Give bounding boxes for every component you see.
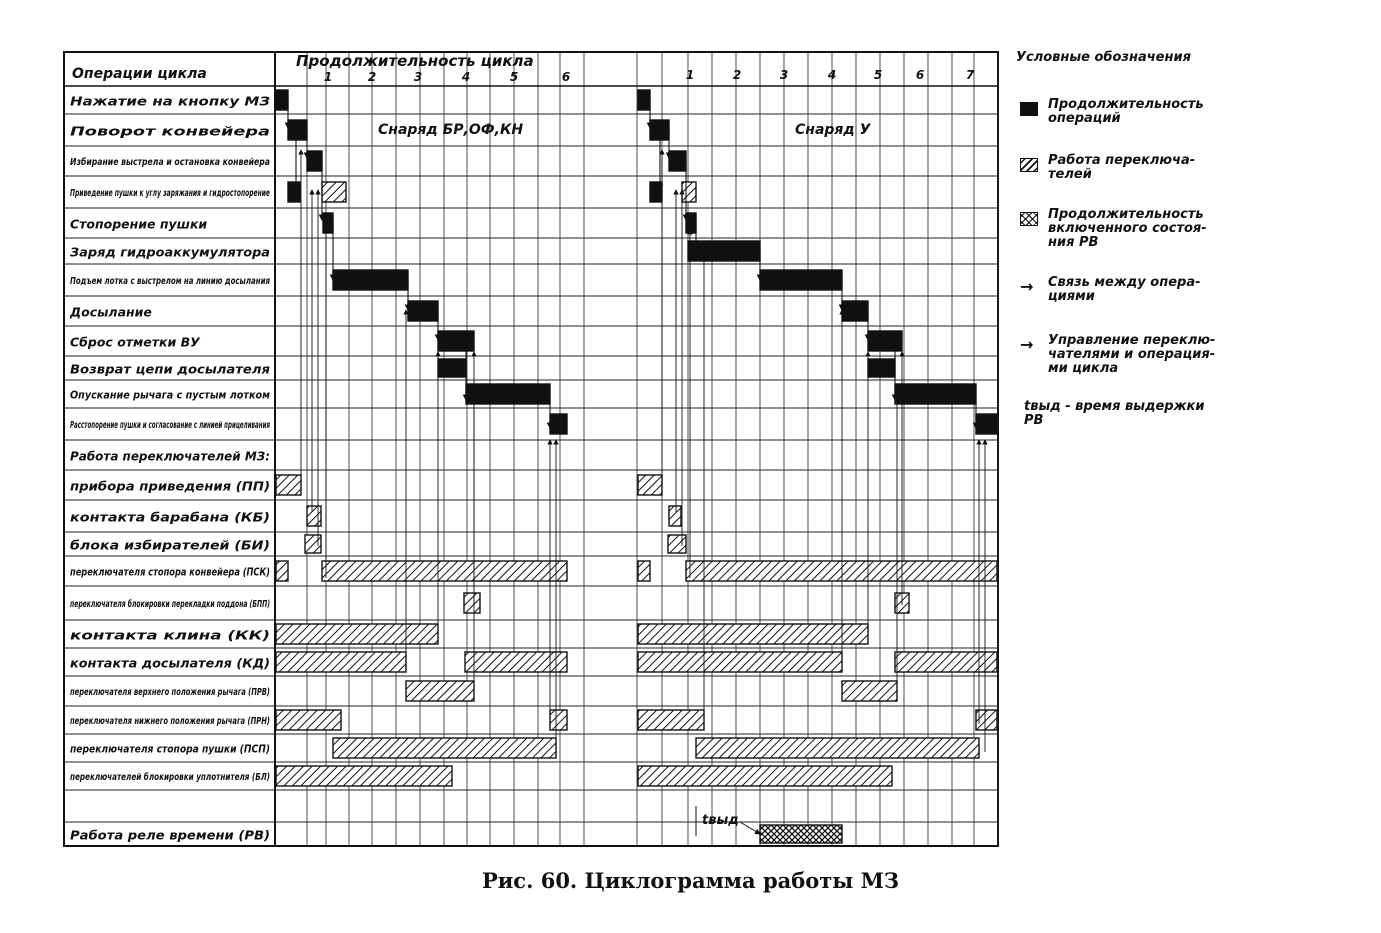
switch-bar (550, 710, 567, 730)
scale-tick-right: 3 (779, 68, 789, 82)
legend-text-operations: Продолжительность операций (1048, 97, 1204, 126)
row-label: Избирание выстрела и остановка конвейера (70, 157, 330, 168)
operation-bar (288, 182, 300, 202)
t-delay-label: tвыд (702, 813, 739, 828)
row-label: прибора приведения (ПП) (70, 478, 270, 494)
row-label: Стопорение пушки (70, 216, 208, 232)
figure-caption: Рис. 60. Циклограмма работы МЗ (481, 868, 900, 893)
row-label: переключателя нижнего положения рычага (ПРН) (70, 716, 270, 727)
operation-bar (333, 270, 408, 290)
scale-tick-left: 2 (367, 70, 377, 84)
row-labels (69, 93, 399, 843)
operation-bar (438, 331, 474, 351)
scale-tick-left: 6 (561, 70, 571, 84)
operation-bar (760, 270, 842, 290)
row-label: Сброс отметки ВУ (70, 334, 200, 350)
operation-bar (276, 90, 288, 110)
switch-bar (842, 681, 897, 701)
duration-title: Продолжительность цикла (296, 52, 534, 70)
switch-bar (638, 561, 650, 581)
row-label: Возврат цепи досылателя (70, 361, 270, 377)
scale-tick-right: 5 (873, 68, 883, 82)
link-arrows (288, 100, 985, 836)
row-label: Заряд гидроаккумулятора (70, 244, 270, 260)
switch-bar (638, 475, 662, 495)
switch-bar (406, 681, 474, 701)
switch-bar (638, 710, 704, 730)
t-delay-arrow (740, 822, 760, 834)
operation-bar (550, 414, 567, 434)
operation-bar (669, 151, 686, 171)
switch-bar (464, 593, 480, 613)
arrow-icon: → (1020, 277, 1034, 296)
scale-tick-right: 1 (685, 68, 695, 82)
row-label: контакта клина (КК) (70, 627, 270, 643)
switch-bar (638, 624, 868, 644)
scale-tick-left: 1 (323, 70, 333, 84)
scale-tick-right: 6 (915, 68, 925, 82)
scale-tick-left: 5 (509, 70, 519, 84)
operation-bar (976, 414, 997, 434)
legend-text-control: Управление переклю- чателями и операция- ми цикла (1048, 333, 1216, 376)
row-label: Опускание рычага с пустым лотком (70, 388, 271, 402)
legend-text-relay: Продолжительность включенного состоя- ния РВ (1048, 207, 1207, 250)
shell-right-label: Снаряд У (795, 122, 871, 138)
operations-title: Операции цикла (72, 66, 207, 82)
operation-bar (638, 90, 650, 110)
row-label: Работа переключателей МЗ: (70, 448, 270, 464)
switch-bar (686, 561, 997, 581)
switch-bar (333, 738, 556, 758)
operation-bar (686, 213, 696, 233)
operation-bar (307, 151, 322, 171)
arrow-icon: → (1020, 335, 1034, 354)
row-label: контакта барабана (КБ) (70, 509, 270, 525)
row-label: Подъем лотка с выстрелом на линию досылания (70, 276, 271, 287)
switch-bar (322, 182, 346, 202)
row-label: Нажатие на кнопку МЗ (70, 93, 271, 109)
legend-title: Условные обозначения (1016, 50, 1191, 65)
operation-bar (466, 384, 550, 404)
scale-tick-left: 3 (413, 70, 423, 84)
relay-bar (760, 825, 842, 843)
scale-tick-left: 4 (461, 70, 471, 84)
row-label: переключателя стопора пушки (ПСП) (70, 742, 270, 756)
time-scales (324, 68, 975, 84)
switch-bar (669, 506, 681, 526)
switch-bar (307, 506, 321, 526)
row-label: блока избирателей (БИ) (70, 537, 270, 553)
switch-bar (276, 652, 406, 672)
row-label: Приведение пушки к углу заряжания и гидростопорение (70, 188, 271, 199)
hatch-swatch-icon (1020, 158, 1038, 172)
switch-bar (465, 652, 567, 672)
operation-bar (438, 359, 466, 377)
switch-bar (276, 766, 452, 786)
row-label: переключателя стопора конвейера (ПСК) (70, 565, 270, 579)
switch-bar (682, 182, 696, 202)
operation-bar (323, 213, 333, 233)
shell-left-label: Снаряд БР,ОФ,КН (378, 122, 524, 138)
row-label: Работа реле времени (РВ) (70, 827, 270, 843)
operation-bar (895, 384, 976, 404)
row-label: переключателя блокировки перекладки поддона (БПП) (70, 599, 399, 610)
operation-bar (408, 301, 438, 321)
operation-bars (276, 90, 997, 843)
row-label: контакта досылателя (КД) (70, 655, 270, 671)
operation-bar (868, 331, 902, 351)
row-label: Досылание (70, 304, 152, 320)
switch-bar (276, 710, 341, 730)
switch-bar (696, 738, 979, 758)
switch-bar (276, 624, 438, 644)
scale-tick-right: 2 (732, 68, 742, 82)
switch-bar (895, 652, 997, 672)
crosshatch-swatch-icon (1020, 212, 1038, 226)
legend-text-switches: Работа переключа- телей (1048, 153, 1196, 182)
scale-tick-right: 4 (827, 68, 837, 82)
row-label: Поворот конвейера (70, 123, 270, 139)
row-label: Расстопорение пушки и согласование с линией прицеливания (70, 420, 271, 431)
operation-bar (868, 359, 895, 377)
switch-bar (638, 766, 892, 786)
legend-text-tdelay: tвыд - время выдержки РВ (1024, 399, 1205, 428)
switch-bar (638, 652, 842, 672)
switch-bar (305, 535, 321, 553)
row-label: переключателя верхнего положения рычага (ПРВ) (70, 687, 270, 698)
operation-bar (688, 241, 760, 261)
solid-swatch-icon (1020, 102, 1038, 116)
switch-bar (276, 475, 301, 495)
switch-bar (322, 561, 567, 581)
legend (1012, 48, 1372, 448)
legend-text-link: Связь между опера- циями (1048, 275, 1201, 304)
operation-bar (288, 120, 307, 140)
row-label: переключателей блокировки уплотнителя (БЛ) (70, 772, 348, 783)
operation-bar (842, 301, 868, 321)
switch-bar (668, 535, 686, 553)
scale-tick-right: 7 (965, 68, 975, 82)
switch-bar (276, 561, 288, 581)
